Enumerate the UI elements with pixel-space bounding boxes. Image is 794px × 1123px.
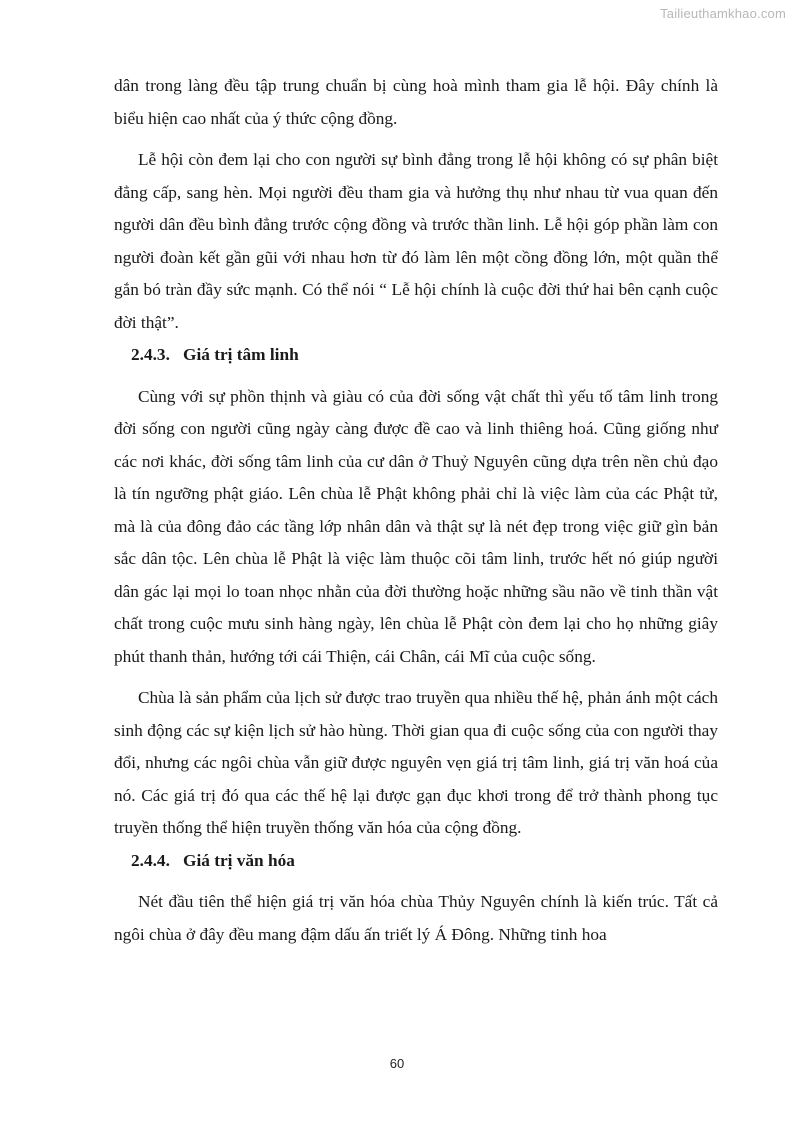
page-number: 60 (389, 1056, 405, 1071)
section-heading-2-4-3 (114, 339, 718, 372)
watermark: Tailieuthamkhao.com (660, 6, 786, 21)
section-heading-2-4-4 (114, 845, 718, 878)
document-body (114, 70, 718, 951)
paragraph-spiritual-1: Cùng với sự phồn thịnh và giàu có của đời sống vật chất thì yếu tố tâm linh trong đời sống con người cũng ngày càng được đề cao và linh thiêng hoá. Cũng giống như các nơi khác, đời sống tâm linh của cư dân ở Thuỷ Nguyên cũng dựa trên nền chủ đạo là tín ngưỡng phật giáo. Lên chùa lễ Phật không phải chỉ là việc làm của các Phật tử, mà là của đông đảo các tầng lớp nhân dân và thật sự là nét đẹp trong việc giữ gìn bản sắc dân tộc. Lên chùa lễ Phật là việc làm thuộc cõi tâm linh, trước hết nó giúp người dân gác lại mọi lo toan nhọc nhằn của đời thường hoặc những sầu não về tinh thần vật chất trong cuộc mưu sinh hàng ngày, lên chùa lễ Phật còn đem lại cho họ những giây phút thanh thản, hướng tới cái Thiện, cái Chân, cái Mĩ của cuộc sống. (114, 386, 718, 666)
paragraph-continuation: dân trong làng đều tập trung chuẩn bị cùng hoà mình tham gia lễ hội. Đây chính là biểu hiện cao nhất của ý thức cộng đồng. (114, 76, 718, 128)
section-title: Giá trị tâm linh (183, 345, 299, 364)
paragraph-equality: Lễ hội còn đem lại cho con người sự bình đẳng trong lễ hội không có sự phân biệt đẳng cấp, sang hèn. Mọi người đều tham gia và hưởng thụ như nhau từ vua quan đến người dân đều bình đẳng trước cộng đồng và trước thần linh. Lễ hội góp phần làm con người đoàn kết gần gũi với nhau hơn từ đó làm lên một cồng đồng lớn, một quần thể gắn bó tràn đầy sức mạnh. Có thể nói “ Lễ hội chính là cuộc đời thứ hai bên cạnh cuộc đời thật”. (114, 150, 718, 332)
section-number: 2.4.4. (131, 850, 170, 870)
paragraph-cultural-1: Nét đầu tiên thể hiện giá trị văn hóa chùa Thủy Nguyên chính là kiến trúc. Tất cả ngôi chùa ở đây đều mang đậm dấu ấn triết lý Á Đông. Những tinh hoa (114, 892, 718, 944)
section-title: Giá trị văn hóa (183, 850, 295, 870)
section-number: 2.4.3. (131, 345, 170, 364)
paragraph-spiritual-2: Chùa là sản phẩm của lịch sử được trao truyền qua nhiều thế hệ, phản ánh một cách sinh động các sự kiện lịch sử hào hùng. Thời gian qua đi cuộc sống của con người thay đổi, nhưng các ngôi chùa vẫn giữ được nguyên vẹn giá trị tâm linh, giá trị văn hoá của nó. Các giá trị đó qua các thế hệ lại được gạn đục khơi trong để trở thành phong tục truyền thống thể hiện truyền thống văn hóa của cộng đồng. (114, 688, 718, 837)
